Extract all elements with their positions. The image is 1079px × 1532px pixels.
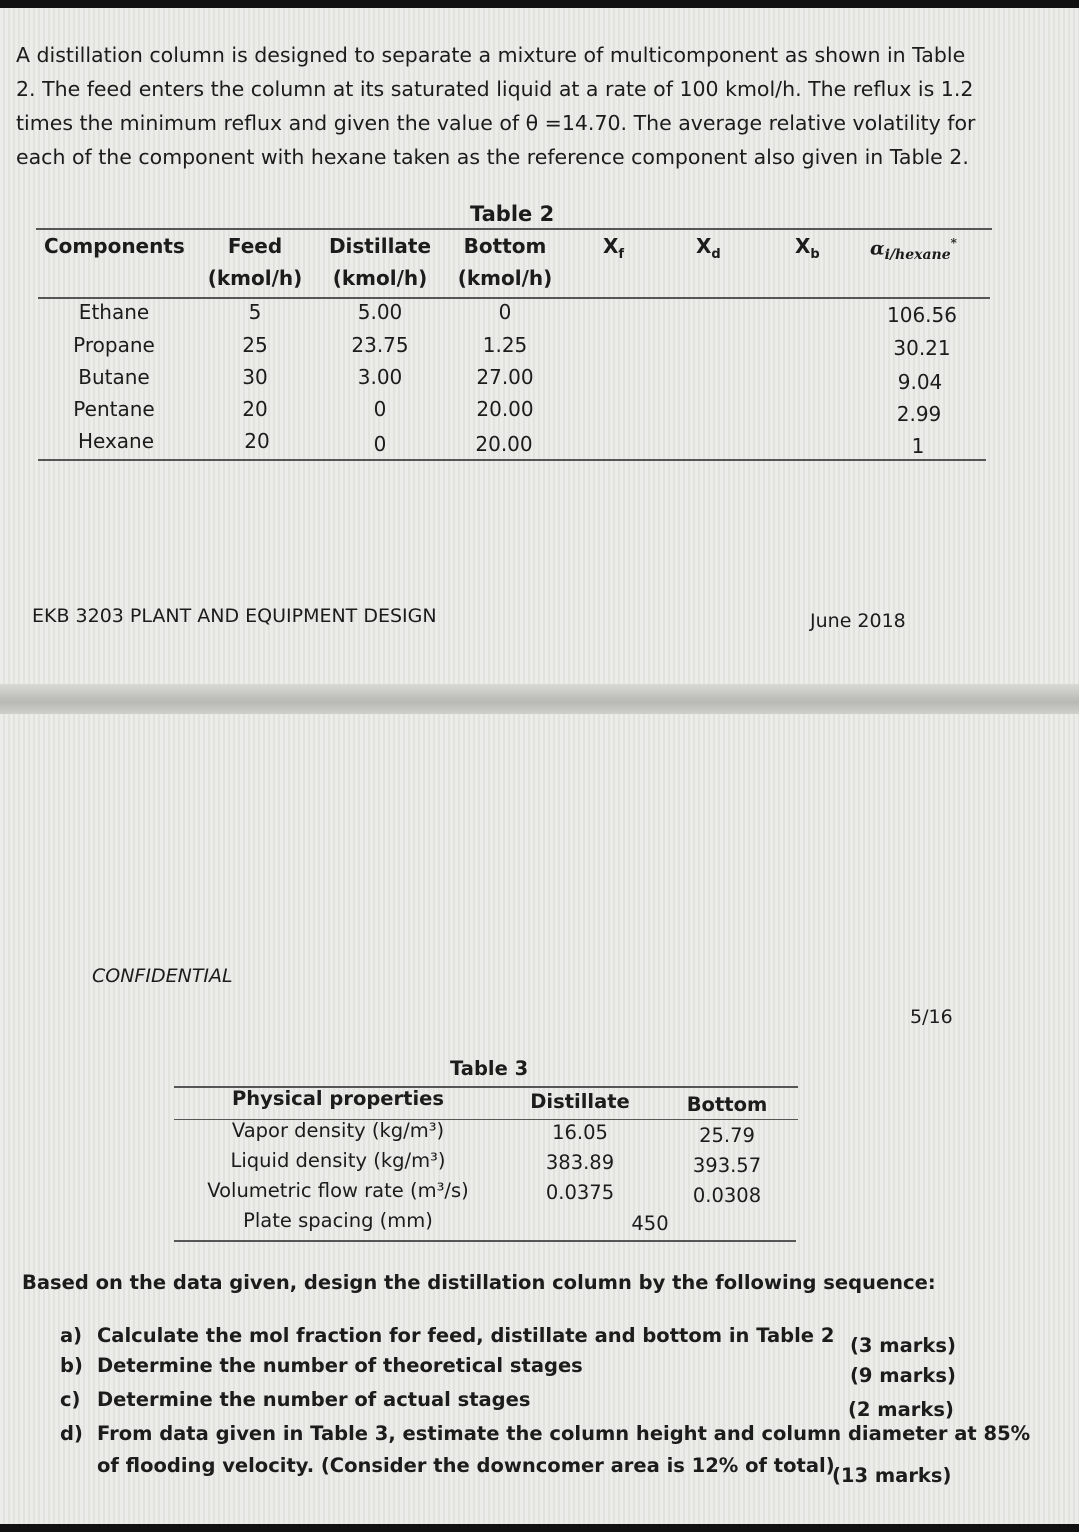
table2-row-2-alpha: 30.21 <box>893 336 951 360</box>
question-b-marks: (9 marks) <box>850 1364 956 1387</box>
confidential-label: CONFIDENTIAL <box>92 965 233 987</box>
question-a-letter: a) <box>60 1324 83 1347</box>
table3-plate-spacing-value: 450 <box>631 1212 669 1235</box>
table2-row-4-component: Pentane <box>73 397 155 421</box>
table2-header-xf: $X_f$ <box>603 234 625 262</box>
page-number: 5/16 <box>910 1006 953 1028</box>
table2-row-5-alpha: 1 <box>911 434 925 458</box>
exam-page <box>0 8 1079 1524</box>
intro-line-2: 2. The feed enters the column at its saturated liquid at a rate of 100 kmol/h. The reflux is 1.2 <box>16 77 974 101</box>
table3-row-2-property: Liquid density (kg/m³) <box>230 1149 446 1172</box>
table2-header-bottom: Bottom <box>463 234 547 258</box>
exam-date: June 2018 <box>810 610 906 632</box>
table2-row-4-bottom: 20.00 <box>476 397 534 421</box>
table3-row-2-distillate: 383.89 <box>545 1151 615 1174</box>
table2-header-components: Components <box>44 234 185 258</box>
table2-row-2-feed: 25 <box>242 333 268 357</box>
table2-row-5-bottom: 20.00 <box>475 432 533 456</box>
table2-unit-distillate: (kmol/h) <box>332 266 428 290</box>
table2-row-5-feed: 20 <box>244 429 270 453</box>
table2-row-3-distillate: 3.00 <box>357 365 403 389</box>
table2-header-rule <box>38 297 990 299</box>
table2-top-rule <box>36 228 992 230</box>
table2-header-distillate: Distillate <box>328 234 432 258</box>
table2-header-feed: Feed <box>227 234 283 258</box>
table2-row-2-distillate: 23.75 <box>351 333 409 357</box>
table3-row-2-bottom: 393.57 <box>692 1154 762 1177</box>
table2-row-2-component: Propane <box>73 333 155 357</box>
intro-line-4: each of the component with hexane taken as the reference component also given in Table 2. <box>16 145 969 169</box>
table2-header-xd: $X_d$ <box>696 234 721 262</box>
question-c-text: Determine the number of actual stages <box>97 1388 531 1411</box>
table2-unit-bottom: (kmol/h) <box>457 266 553 290</box>
table2-row-3-feed: 30 <box>242 365 268 389</box>
course-code: EKB 3203 PLANT AND EQUIPMENT DESIGN <box>32 605 437 627</box>
table3-plate-spacing-label: Plate spacing (mm) <box>243 1209 433 1232</box>
table3-row-1-distillate: 16.05 <box>552 1121 608 1144</box>
question-b-letter: b) <box>60 1354 83 1377</box>
table2-row-5-component: Hexane <box>77 429 155 453</box>
table3-header-bottom: Bottom <box>686 1093 768 1116</box>
table2-row-1-alpha: 106.56 <box>887 303 957 327</box>
question-a-marks: (3 marks) <box>850 1334 956 1357</box>
table2-title: Table 2 <box>470 202 555 226</box>
table2-row-3-alpha: 9.04 <box>897 370 943 394</box>
table2-row-1-component: Ethane <box>78 300 150 324</box>
table2-row-1-feed: 5 <box>248 300 262 324</box>
table3-title: Table 3 <box>450 1057 529 1080</box>
question-d-text-line2: of flooding velocity. (Consider the downcomer area is 12% of total) <box>97 1454 835 1477</box>
table3-row-3-bottom: 0.0308 <box>692 1184 762 1207</box>
question-d-text: From data given in Table 3, estimate the column height and column diameter at 85% <box>97 1422 1031 1445</box>
table2-row-1-bottom: 0 <box>498 300 512 324</box>
table2-row-2-bottom: 1.25 <box>482 333 528 357</box>
table2-bottom-rule <box>38 459 986 461</box>
table2-row-1-distillate: 5.00 <box>357 300 403 324</box>
question-b-text: Determine the number of theoretical stages <box>97 1354 583 1377</box>
question-c-letter: c) <box>60 1388 81 1411</box>
intro-paragraph <box>16 38 1016 174</box>
table3-header-distillate: Distillate <box>530 1090 630 1113</box>
intro-line-3: times the minimum reflux and given the value of θ =14.70. The average relative volatility for <box>16 111 976 135</box>
table3-row-3-distillate: 0.0375 <box>545 1181 615 1204</box>
question-d-marks: (13 marks) <box>832 1464 952 1487</box>
table2-header-xb: $X_b$ <box>795 234 820 262</box>
table2-row-4-distillate: 0 <box>373 397 387 421</box>
intro-line-1: A distillation column is designed to separate a mixture of multicomponent as shown in Table <box>16 43 966 67</box>
question-d-letter: d) <box>60 1422 83 1445</box>
question-c-marks: (2 marks) <box>848 1398 954 1421</box>
table2-row-3-component: Butane <box>78 365 150 389</box>
table2-header-alpha: $\alpha_{i/hexane}^*$ <box>870 236 957 264</box>
page-break-band <box>0 684 1079 714</box>
table3-header-property: Physical properties <box>232 1087 444 1110</box>
table3-row-1-bottom: 25.79 <box>699 1124 755 1147</box>
questions-lead: Based on the data given, design the distillation column by the following sequence: <box>22 1271 936 1294</box>
table3-row-3-property: Volumetric flow rate (m³/s) <box>207 1179 469 1202</box>
question-a-text: Calculate the mol fraction for feed, distillate and bottom in Table 2 <box>97 1324 835 1347</box>
table2-row-4-alpha: 2.99 <box>896 402 942 426</box>
table2-row-5-distillate: 0 <box>373 432 387 456</box>
table2-unit-feed: (kmol/h) <box>207 266 303 290</box>
table2-row-4-feed: 20 <box>242 397 268 421</box>
table3-bottom-rule <box>174 1240 796 1242</box>
table2-row-3-bottom: 27.00 <box>476 365 534 389</box>
table3-row-1-property: Vapor density (kg/m³) <box>231 1119 445 1142</box>
